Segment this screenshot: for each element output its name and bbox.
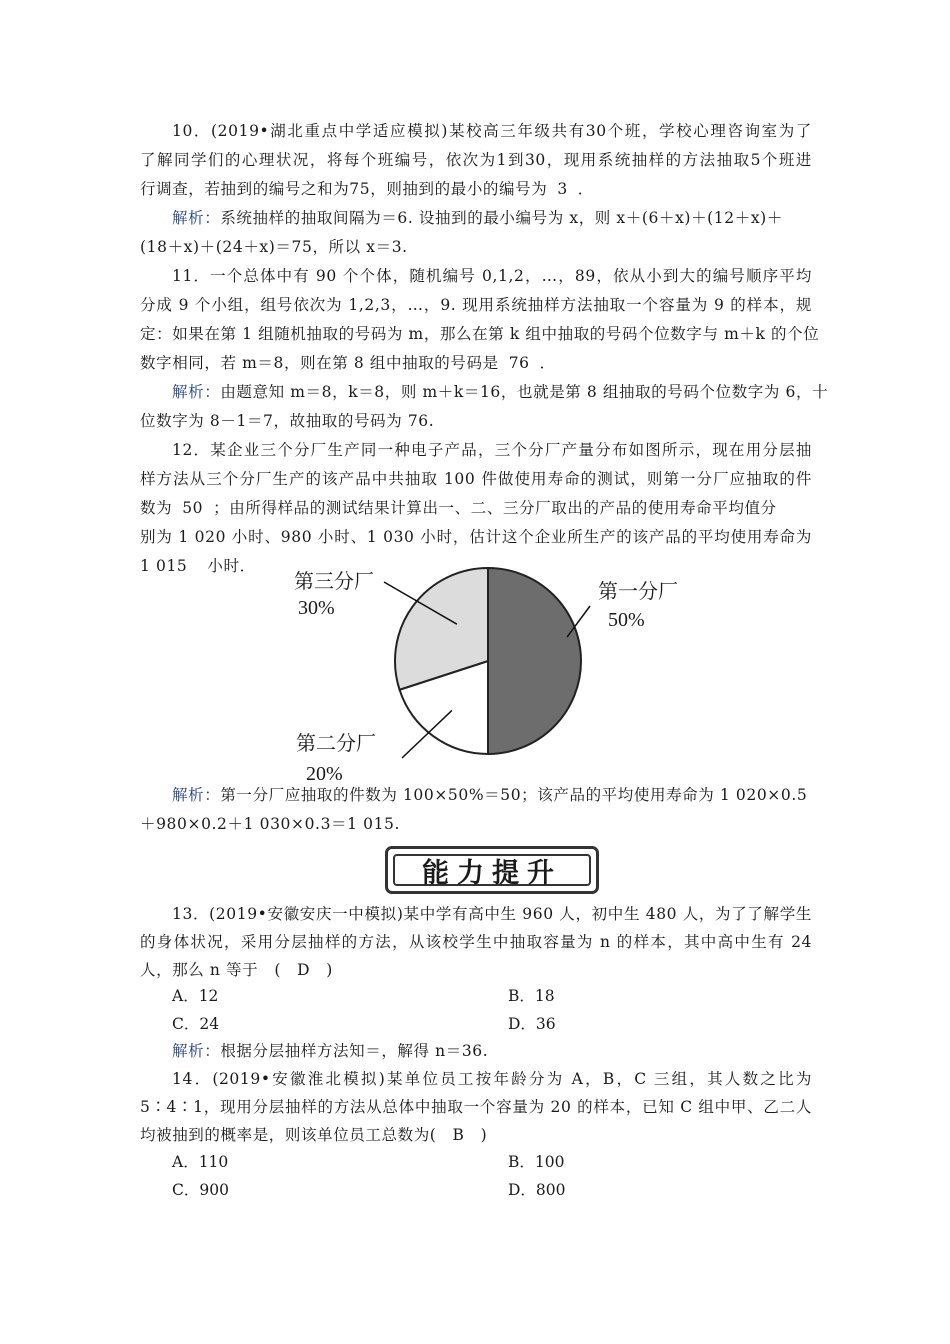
q10-line3 bbox=[140, 179, 812, 199]
q13-line2: 的身体状况，采用分层抽样的方法，从该校学生中抽取容量为 n 的样本，其中高中生有 24 bbox=[140, 933, 812, 951]
q12-solution-label: 解析： bbox=[172, 786, 221, 804]
section-banner bbox=[385, 846, 599, 894]
q13-option-b: B．18 bbox=[508, 987, 555, 1005]
q10-solution-text: 系统抽样的抽取间隔为＝6. 设抽到的最小编号为 x，则 x＋(6＋x)＋(12＋x)＋ bbox=[220, 209, 783, 227]
q11-line3: 定：如果在第 1 组随机抽取的号码为 m，那么在第 k 组中抽取的号码个位数字与 m＋k 的个位 bbox=[140, 325, 820, 343]
q14-option-d: D．800 bbox=[508, 1181, 566, 1199]
section-title: 能力提升 bbox=[393, 854, 591, 886]
q11-solution-line2: 位数字为 8－1＝7，故抽取的号码为 76. bbox=[140, 412, 435, 430]
pie-chart bbox=[284, 566, 684, 786]
q10-solution-line2: (18＋x)＋(24＋x)＝75，所以 x＝3. bbox=[140, 238, 408, 256]
q10-line2: 了解同学们的心理状况，将每个班编号，依次为1到30，现用系统抽样的方法抽取5个班进 bbox=[140, 151, 812, 169]
q11-line2: 分成 9 个小组，组号依次为 1,2,3，…，9. 现用系统抽样方法抽取一个容量为 9 的样本，规 bbox=[140, 296, 812, 314]
q14-line1: 14．(2019•安徽淮北模拟)某单位员工按年龄分为 A，B，C 三组，其人数之比为 bbox=[172, 1070, 812, 1088]
pie-slice-factory-1 bbox=[488, 568, 581, 754]
q12-line3 bbox=[140, 498, 812, 518]
label-factory-1-name: 第一分厂 bbox=[598, 581, 678, 603]
q11-line4-text: 数字相同，若 m＝8，则在第 8 组中抽取的号码是 bbox=[140, 354, 499, 372]
q11-line4-end: ． bbox=[539, 354, 556, 372]
q10-line3-text: 行调查，若抽到的编号之和为75，则抽到的最小的编号为 bbox=[140, 180, 548, 198]
q14-line2: 5∶4∶1，现用分层抽样的方法从总体中抽取一个容量为 20 的样本，已知 C 组中甲、乙二人 bbox=[140, 1098, 812, 1116]
q13-line3: 人，那么 n 等于 ( D ) bbox=[140, 961, 333, 979]
q13-solution-label: 解析： bbox=[172, 1042, 221, 1060]
q10-solution-label: 解析： bbox=[172, 209, 221, 227]
q11-solution-text: 由题意知 m＝8，k＝8，则 m＋k＝16，也就是第 8 组抽取的号码个位数字为 6，十 bbox=[220, 383, 829, 401]
q14-option-b: B．100 bbox=[508, 1153, 565, 1171]
q13-solution bbox=[172, 1041, 812, 1061]
q10-line3-end: ． bbox=[577, 180, 594, 198]
q12-line2: 样方法从三个分厂生产的该产品中共抽取 100 件做使用寿命的测试，则第一分厂应抽取的件 bbox=[140, 470, 812, 488]
q14-line3: 均被抽到的概率是，则该单位员工总数为( B ) bbox=[140, 1126, 488, 1144]
q12-solution-line2: ＋980×0.2＋1 030×0.3＝1 015. bbox=[140, 815, 401, 833]
q11-solution-label: 解析： bbox=[172, 383, 221, 401]
q12-answer-2: 1 015 bbox=[140, 557, 188, 575]
q11-line1: 11．一个总体中有 90 个个体，随机编号 0,1,2，…，89，依从小到大的编号顺序平均 bbox=[172, 267, 812, 285]
q11-answer: 76 bbox=[508, 354, 530, 372]
q13-solution-text: 根据分层抽样方法知＝，解得 n＝36. bbox=[220, 1042, 489, 1060]
q12-line4: 别为 1 020 小时、980 小时、1 030 小时，估计这个企业所生产的该产品的平均使用寿命为 bbox=[140, 528, 812, 546]
q10-line1: 10．(2019•湖北重点中学适应模拟)某校高三年级共有30个班，学校心理咨询室为了 bbox=[172, 122, 812, 140]
q14-option-c: C．900 bbox=[172, 1181, 229, 1199]
q13-option-d: D．36 bbox=[508, 1015, 556, 1033]
q12-solution-line1 bbox=[172, 785, 812, 805]
q12-solution-text: 第一分厂应抽取的件数为 100×50%＝50；该产品的平均使用寿命为 1 020×0.5 bbox=[220, 786, 808, 804]
q13-line1: 13．(2019•安徽安庆一中模拟)某中学有高中生 960 人，初中生 480 人，为了了解学生 bbox=[172, 905, 812, 923]
q12-line5-end: 小时． bbox=[207, 557, 256, 575]
label-factory-1-pct: 50% bbox=[608, 609, 645, 631]
q12-answer-1: 50 bbox=[182, 499, 204, 517]
label-factory-3-pct: 30% bbox=[298, 597, 335, 619]
q13-option-a: A．12 bbox=[172, 987, 219, 1005]
q14-option-a: A．110 bbox=[172, 1153, 229, 1171]
q12-line1: 12．某企业三个分厂生产同一种电子产品，三个分厂产量分布如图所示，现在用分层抽 bbox=[172, 441, 812, 459]
q12-line3-rest: ；由所得样品的测试结果计算出一、二、三分厂取出的产品的使用寿命平均值分 bbox=[213, 499, 777, 517]
q10-answer: 3 bbox=[557, 180, 568, 198]
label-factory-3-name: 第三分厂 bbox=[294, 571, 374, 593]
q10-solution-line1 bbox=[172, 208, 812, 228]
q11-solution-line1 bbox=[172, 382, 829, 402]
label-factory-2-name: 第二分厂 bbox=[296, 733, 376, 755]
q12-line3-text: 数为 bbox=[140, 499, 173, 517]
label-factory-2-pct: 20% bbox=[306, 763, 343, 785]
q13-option-c: C．24 bbox=[172, 1015, 220, 1033]
q11-line4 bbox=[140, 353, 812, 373]
